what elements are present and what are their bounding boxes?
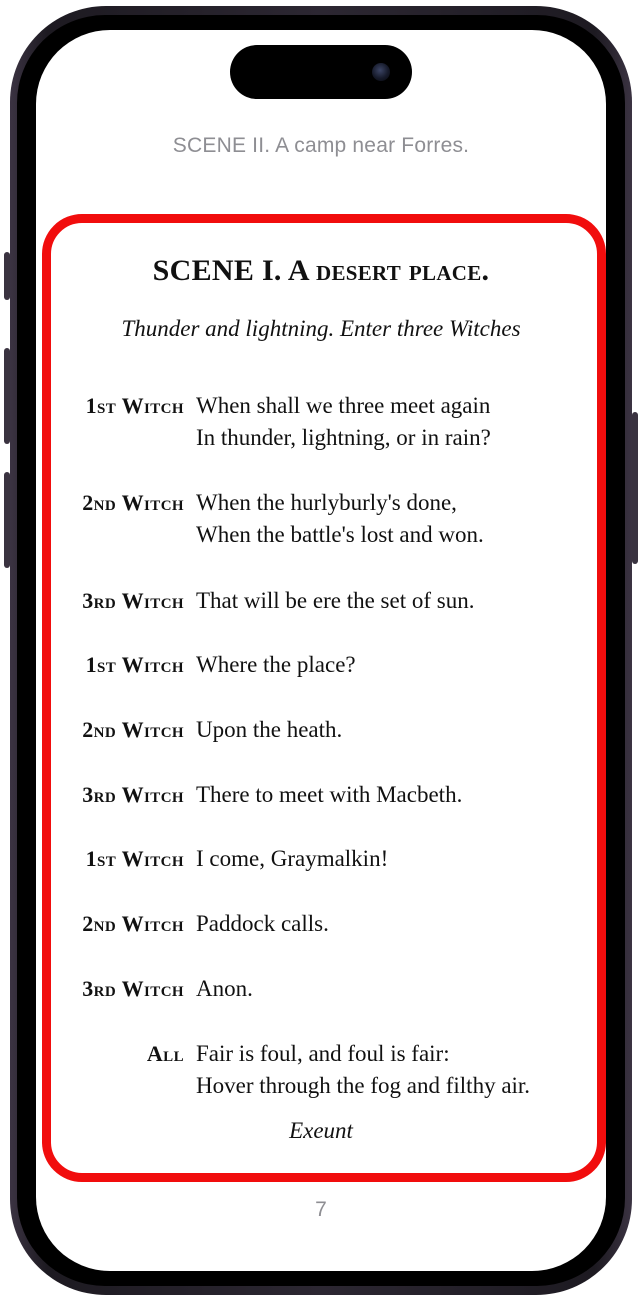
speech-line: When the battle's lost and won. xyxy=(196,522,484,547)
speaker-name: 3rd Witch xyxy=(82,588,184,613)
speaker-name: All xyxy=(146,1041,184,1066)
stage-direction-exit: Exeunt xyxy=(289,1118,353,1143)
speaker-name: 3rd Witch xyxy=(82,976,184,1001)
speaker-name: 1st Witch xyxy=(85,652,184,677)
action-button xyxy=(4,252,10,300)
speech-line: Hover through the fog and filthy air. xyxy=(196,1073,531,1098)
speech-line: Fair is foul, and foul is fair: xyxy=(196,1041,450,1066)
speech-line: That will be ere the set of sun. xyxy=(196,588,475,613)
power-button xyxy=(632,412,638,564)
speech-lines xyxy=(196,779,586,811)
speech-line: There to meet with Macbeth. xyxy=(196,782,463,807)
book-page-screen[interactable] xyxy=(36,30,606,1271)
speech-lines xyxy=(196,649,586,681)
speech-lines xyxy=(196,908,586,940)
speech-line: When shall we three meet again xyxy=(196,393,491,418)
speech-lines xyxy=(196,390,586,454)
speech-line: Anon. xyxy=(196,976,253,1001)
volume-down-button xyxy=(4,472,10,568)
front-camera-icon xyxy=(372,63,390,81)
speech-lines xyxy=(196,487,586,551)
speech-line: In thunder, lightning, or in rain? xyxy=(196,425,491,450)
speech-lines xyxy=(196,585,586,617)
speech-lines xyxy=(196,714,586,746)
speaker-name: 2nd Witch xyxy=(82,911,184,936)
speaker-name: 2nd Witch xyxy=(82,717,184,742)
speech-line: Where the place? xyxy=(196,652,356,677)
speaker-name: 1st Witch xyxy=(85,393,184,418)
speech-line: When the hurlyburly's done, xyxy=(196,490,457,515)
volume-up-button xyxy=(4,348,10,444)
highlight-annotation-box xyxy=(42,214,606,1182)
stage-direction-entrance: Thunder and lightning. Enter three Witches xyxy=(121,316,521,341)
dynamic-island xyxy=(230,45,412,99)
running-header: SCENE II. A camp near Forres. xyxy=(172,134,470,157)
speaker-name: 3rd Witch xyxy=(82,782,184,807)
speech-line: Upon the heath. xyxy=(196,717,343,742)
speech-lines xyxy=(196,1038,586,1102)
speaker-name: 1st Witch xyxy=(85,846,184,871)
speech-lines xyxy=(196,973,586,1005)
page-number: 7 xyxy=(315,1198,327,1221)
speech-line: I come, Graymalkin! xyxy=(196,846,389,871)
speech-lines xyxy=(196,843,586,875)
speaker-name: 2nd Witch xyxy=(82,490,184,515)
scene-title: SCENE I. A desert place. xyxy=(152,254,490,287)
speech-line: Paddock calls. xyxy=(196,911,329,936)
